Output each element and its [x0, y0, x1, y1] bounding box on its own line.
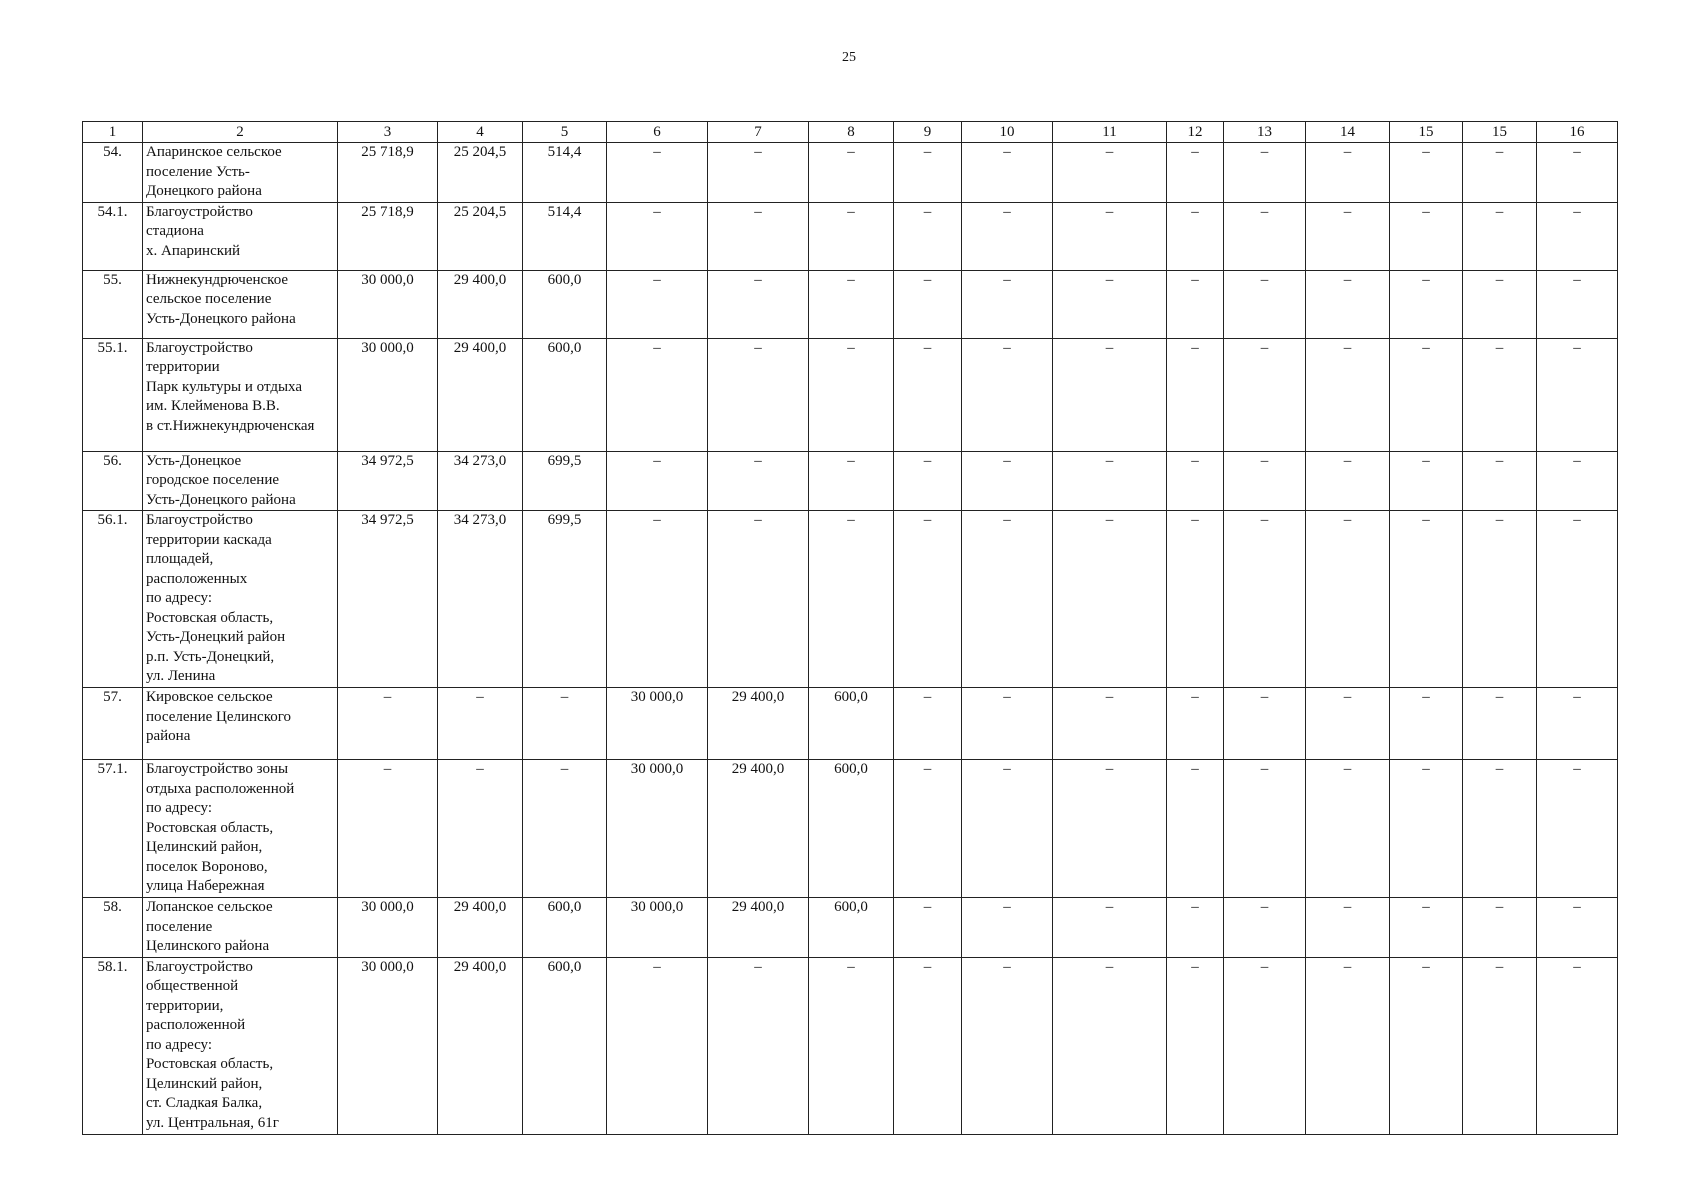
value-cell: 25 718,9 — [338, 143, 438, 203]
value-cell: – — [708, 143, 809, 203]
value-cell: 34 972,5 — [338, 451, 438, 511]
value-cell: – — [1053, 511, 1167, 688]
column-number-header: 1 — [83, 122, 143, 143]
value-cell: – — [1537, 202, 1618, 270]
value-cell: 25 718,9 — [338, 202, 438, 270]
budget-table — [82, 121, 1618, 1135]
value-cell: 600,0 — [809, 760, 894, 898]
value-cell: – — [1224, 511, 1306, 688]
value-cell: – — [1306, 957, 1390, 1134]
value-cell: – — [809, 451, 894, 511]
value-cell: 600,0 — [809, 898, 894, 958]
value-cell: – — [1537, 511, 1618, 688]
table-row — [83, 957, 1618, 1134]
value-cell: – — [809, 957, 894, 1134]
value-cell: 29 400,0 — [438, 898, 523, 958]
value-cell: 34 972,5 — [338, 511, 438, 688]
value-cell: – — [1537, 688, 1618, 760]
column-number-header: 15 — [1390, 122, 1463, 143]
value-cell: – — [962, 511, 1053, 688]
value-cell: – — [894, 270, 962, 338]
value-cell: – — [1053, 760, 1167, 898]
column-number-header: 9 — [894, 122, 962, 143]
row-name: Благоустройство территории Парк культуры и отдыха им. Клейменова В.В. в ст.Нижнекундрюченская — [143, 338, 338, 451]
value-cell: 699,5 — [523, 451, 607, 511]
row-name: Лопанское сельское поселение Целинского района — [143, 898, 338, 958]
value-cell: – — [1053, 270, 1167, 338]
value-cell: – — [1463, 451, 1537, 511]
value-cell: – — [1463, 202, 1537, 270]
column-number-header: 2 — [143, 122, 338, 143]
value-cell: – — [1390, 451, 1463, 511]
value-cell: – — [708, 957, 809, 1134]
value-cell: 600,0 — [809, 688, 894, 760]
column-number-header: 8 — [809, 122, 894, 143]
value-cell: – — [1390, 202, 1463, 270]
value-cell: – — [708, 511, 809, 688]
table-row — [83, 451, 1618, 511]
value-cell: – — [1463, 143, 1537, 203]
value-cell: – — [1167, 957, 1224, 1134]
value-cell: – — [1167, 898, 1224, 958]
value-cell: – — [1537, 898, 1618, 958]
value-cell: – — [607, 511, 708, 688]
row-number: 54. — [83, 143, 143, 203]
value-cell: – — [1390, 143, 1463, 203]
value-cell: – — [962, 143, 1053, 203]
value-cell: 30 000,0 — [338, 898, 438, 958]
value-cell: – — [708, 338, 809, 451]
value-cell: 29 400,0 — [708, 760, 809, 898]
value-cell: – — [1306, 338, 1390, 451]
value-cell: – — [962, 202, 1053, 270]
row-name: Благоустройство общественной территории, расположенной по адресу: Ростовская область, Целинский район, ст. Сладкая Балка, ул. Центральная, 61г — [143, 957, 338, 1134]
value-cell: – — [1167, 202, 1224, 270]
value-cell: – — [1053, 338, 1167, 451]
column-number-header: 7 — [708, 122, 809, 143]
value-cell: – — [894, 143, 962, 203]
row-name: Апаринское сельское поселение Усть- Донецкого района — [143, 143, 338, 203]
value-cell: 30 000,0 — [338, 270, 438, 338]
value-cell: 600,0 — [523, 957, 607, 1134]
value-cell: – — [607, 957, 708, 1134]
value-cell: – — [809, 143, 894, 203]
value-cell: – — [1167, 688, 1224, 760]
value-cell: – — [809, 202, 894, 270]
row-number: 55. — [83, 270, 143, 338]
value-cell: 30 000,0 — [338, 338, 438, 451]
value-cell: 29 400,0 — [438, 957, 523, 1134]
value-cell: – — [708, 270, 809, 338]
value-cell: – — [338, 688, 438, 760]
value-cell: – — [1390, 688, 1463, 760]
value-cell: – — [1463, 338, 1537, 451]
column-number-row — [83, 122, 1618, 143]
value-cell: – — [809, 511, 894, 688]
value-cell: – — [1167, 511, 1224, 688]
column-number-header: 15 — [1463, 122, 1537, 143]
row-name: Кировское сельское поселение Целинского района — [143, 688, 338, 760]
column-number-header: 3 — [338, 122, 438, 143]
value-cell: 600,0 — [523, 338, 607, 451]
value-cell: – — [438, 688, 523, 760]
value-cell: – — [894, 338, 962, 451]
table-row — [83, 270, 1618, 338]
table-row — [83, 760, 1618, 898]
value-cell: – — [1463, 898, 1537, 958]
value-cell: – — [1537, 338, 1618, 451]
value-cell: – — [1053, 143, 1167, 203]
value-cell: – — [1306, 451, 1390, 511]
value-cell: – — [1306, 270, 1390, 338]
value-cell: 34 273,0 — [438, 511, 523, 688]
value-cell: 25 204,5 — [438, 202, 523, 270]
row-number: 56.1. — [83, 511, 143, 688]
value-cell: – — [1537, 760, 1618, 898]
value-cell: – — [894, 957, 962, 1134]
value-cell: – — [1463, 957, 1537, 1134]
column-number-header: 10 — [962, 122, 1053, 143]
value-cell: – — [1167, 338, 1224, 451]
value-cell: – — [1306, 688, 1390, 760]
value-cell: – — [1390, 760, 1463, 898]
value-cell: – — [438, 760, 523, 898]
row-number: 57. — [83, 688, 143, 760]
value-cell: – — [1463, 688, 1537, 760]
value-cell: – — [1224, 898, 1306, 958]
value-cell: – — [894, 451, 962, 511]
value-cell: 514,4 — [523, 202, 607, 270]
value-cell: – — [607, 143, 708, 203]
value-cell: – — [1390, 898, 1463, 958]
row-number: 58.1. — [83, 957, 143, 1134]
value-cell: 30 000,0 — [607, 688, 708, 760]
value-cell: – — [1053, 202, 1167, 270]
value-cell: – — [1390, 270, 1463, 338]
value-cell: – — [523, 760, 607, 898]
value-cell: – — [1053, 957, 1167, 1134]
value-cell: – — [1306, 898, 1390, 958]
value-cell: 30 000,0 — [338, 957, 438, 1134]
value-cell: – — [607, 270, 708, 338]
value-cell: – — [894, 688, 962, 760]
value-cell: – — [1167, 760, 1224, 898]
value-cell: – — [708, 451, 809, 511]
value-cell: – — [1224, 202, 1306, 270]
column-number-header: 14 — [1306, 122, 1390, 143]
row-name: Благоустройство зоны отдыха расположенной по адресу: Ростовская область, Целинский район, поселок Вороново, улица Набережная — [143, 760, 338, 898]
value-cell: – — [607, 338, 708, 451]
value-cell: – — [1224, 760, 1306, 898]
value-cell: – — [962, 451, 1053, 511]
page-number: 25 — [842, 50, 856, 65]
value-cell: 30 000,0 — [607, 898, 708, 958]
value-cell: – — [1463, 270, 1537, 338]
value-cell: – — [1306, 143, 1390, 203]
row-name: Нижнекундрюченское сельское поселение Усть-Донецкого района — [143, 270, 338, 338]
value-cell: 25 204,5 — [438, 143, 523, 203]
value-cell: – — [1390, 338, 1463, 451]
value-cell: – — [1537, 957, 1618, 1134]
value-cell: – — [962, 760, 1053, 898]
table-row — [83, 202, 1618, 270]
table-row — [83, 338, 1618, 451]
value-cell: – — [894, 760, 962, 898]
column-number-header: 13 — [1224, 122, 1306, 143]
row-name: Усть-Донецкое городское поселение Усть-Донецкого района — [143, 451, 338, 511]
value-cell: – — [894, 898, 962, 958]
value-cell: – — [1053, 451, 1167, 511]
value-cell: – — [1463, 511, 1537, 688]
value-cell: – — [1167, 451, 1224, 511]
value-cell: 29 400,0 — [438, 270, 523, 338]
value-cell: – — [1224, 270, 1306, 338]
row-name: Благоустройство территории каскада площадей, расположенных по адресу: Ростовская область, Усть-Донецкий район р.п. Усть-Донецкий, ул. Ленина — [143, 511, 338, 688]
value-cell: – — [962, 688, 1053, 760]
value-cell: – — [894, 202, 962, 270]
value-cell: – — [1167, 143, 1224, 203]
row-number: 55.1. — [83, 338, 143, 451]
column-number-header: 12 — [1167, 122, 1224, 143]
value-cell: 514,4 — [523, 143, 607, 203]
row-number: 56. — [83, 451, 143, 511]
value-cell: – — [1306, 760, 1390, 898]
value-cell: – — [962, 338, 1053, 451]
value-cell: – — [962, 957, 1053, 1134]
value-cell: – — [1306, 511, 1390, 688]
table-body — [83, 122, 1618, 1135]
value-cell: – — [338, 760, 438, 898]
table-row — [83, 898, 1618, 958]
value-cell: 30 000,0 — [607, 760, 708, 898]
value-cell: – — [1053, 898, 1167, 958]
value-cell: 34 273,0 — [438, 451, 523, 511]
value-cell: – — [523, 688, 607, 760]
value-cell: – — [708, 202, 809, 270]
table-row — [83, 143, 1618, 203]
table-row — [83, 511, 1618, 688]
row-number: 54.1. — [83, 202, 143, 270]
value-cell: – — [607, 451, 708, 511]
value-cell: – — [962, 270, 1053, 338]
value-cell: – — [607, 202, 708, 270]
row-number: 57.1. — [83, 760, 143, 898]
value-cell: – — [962, 898, 1053, 958]
value-cell: 600,0 — [523, 898, 607, 958]
value-cell: – — [1390, 511, 1463, 688]
column-number-header: 4 — [438, 122, 523, 143]
value-cell: 29 400,0 — [438, 338, 523, 451]
table-row — [83, 688, 1618, 760]
value-cell: – — [1224, 338, 1306, 451]
value-cell: – — [1053, 688, 1167, 760]
column-number-header: 5 — [523, 122, 607, 143]
value-cell: – — [1390, 957, 1463, 1134]
column-number-header: 16 — [1537, 122, 1618, 143]
value-cell: – — [809, 338, 894, 451]
column-number-header: 6 — [607, 122, 708, 143]
value-cell: – — [1224, 451, 1306, 511]
value-cell: – — [1224, 957, 1306, 1134]
value-cell: – — [1167, 270, 1224, 338]
value-cell: – — [894, 511, 962, 688]
value-cell: 29 400,0 — [708, 688, 809, 760]
value-cell: – — [1224, 143, 1306, 203]
value-cell: – — [1537, 451, 1618, 511]
row-number: 58. — [83, 898, 143, 958]
value-cell: 600,0 — [523, 270, 607, 338]
value-cell: 699,5 — [523, 511, 607, 688]
value-cell: – — [1224, 688, 1306, 760]
value-cell: – — [1463, 760, 1537, 898]
value-cell: 29 400,0 — [708, 898, 809, 958]
value-cell: – — [1306, 202, 1390, 270]
column-number-header: 11 — [1053, 122, 1167, 143]
row-name: Благоустройство стадиона х. Апаринский — [143, 202, 338, 270]
value-cell: – — [809, 270, 894, 338]
value-cell: – — [1537, 143, 1618, 203]
value-cell: – — [1537, 270, 1618, 338]
